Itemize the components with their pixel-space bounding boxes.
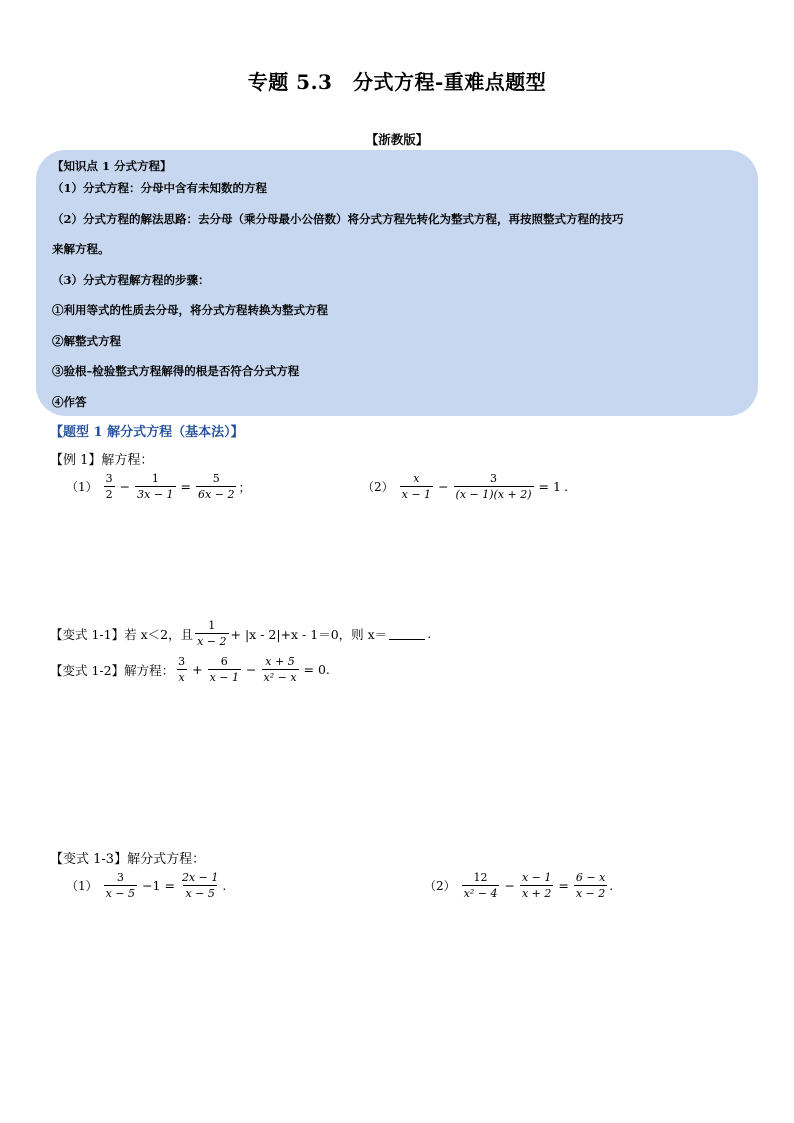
- problem-label: （2）: [362, 480, 394, 494]
- fraction: $\frac{5}{6x - 2}$: [198, 472, 235, 501]
- knowledge-line: ④作答: [52, 395, 87, 409]
- fraction: $\frac{12}{\text{x² − 4}}$: [463, 871, 498, 900]
- fraction: $\frac{x - 1}{x + 2}$: [521, 871, 552, 900]
- fraction: $\frac{x + 5}{\text{x² − x}}$: [263, 655, 297, 684]
- fraction: $\frac{6 - x}{x - 2}$: [575, 871, 606, 900]
- fraction: $\frac{2x - 1}{x - 5}$: [181, 871, 219, 900]
- problem-label: （2）: [424, 879, 456, 893]
- fraction: $\frac{3}{2}$: [105, 472, 113, 501]
- example-intro: 【例 1】解方程：: [50, 453, 154, 468]
- fraction: $\frac{6}{x - 1}$: [209, 655, 240, 684]
- fraction: $\frac{3}{x}$: [178, 655, 186, 684]
- variant13-equation-1: （1） $\frac{3}{x - 5}$ −1 = $\frac{2x - 1}{x - 5}$ .: [66, 871, 227, 900]
- fraction: $\frac{1}{x - 2}$: [197, 619, 227, 648]
- fraction: $\frac{3}{(x - 1)(x + 2)}$: [455, 472, 532, 501]
- edition-label: 【浙教版】: [365, 132, 429, 147]
- knowledge-line: ③验根–检验整式方程解得的根是否符合分式方程: [52, 364, 300, 378]
- example1-equation-1: （1） $\frac{3}{2}$ − $\frac{1}{3x - 1}$ = $\frac{5}{6x - 2}$ ；: [66, 472, 251, 501]
- variant-1-2: 【变式 1-2】解方程： $\frac{3}{x}$ + $\frac{6}{x - 1}$ − $\frac{x + 5}{\text{x² − x}}$ = 0.: [50, 655, 330, 684]
- knowledge-line: （2）分式方程的解法思路：去分母（乘分母最小公倍数）将分式方程先转化为整式方程，再按照整式方程的技巧: [52, 212, 624, 226]
- example1-equation-2: （2） $\frac{x}{x - 1}$ − $\frac{3}{(x - 1)(x + 2)}$ = 1 .: [362, 472, 568, 501]
- section-heading: 【题型 1 解分式方程（基本法）】: [50, 425, 244, 440]
- fraction: $\frac{1}{3x - 1}$: [137, 472, 174, 501]
- variant-1-3-intro: 【变式 1-3】解分式方程：: [50, 852, 206, 867]
- page-title: 专题 5.3 分式方程-重难点题型: [247, 70, 547, 94]
- fraction: $\frac{x}{x - 1}$: [401, 472, 432, 501]
- knowledge-heading: 【知识点 1 分式方程】: [52, 159, 172, 173]
- problem-label: （1）: [66, 879, 98, 893]
- variant13-equation-2: （2） $\frac{12}{\text{x² − 4}}$ − $\frac{x - 1}{x + 2}$ = $\frac{6 - x}{x - 2}$ .: [424, 871, 614, 900]
- knowledge-line: （1）分式方程：分母中含有未知数的方程: [52, 181, 267, 195]
- knowledge-line: ②解整式方程: [52, 334, 121, 348]
- problem-label: （1）: [66, 480, 98, 494]
- knowledge-line: ①利用等式的性质去分母，将分式方程转换为整式方程: [52, 303, 328, 317]
- variant-1-1: 【变式 1-1】若 x＜2，且 $\frac{1}{x - 2}$ + |x - 2|+x - 1＝0，则 x＝ .: [50, 619, 432, 648]
- answer-blank[interactable]: [389, 627, 425, 640]
- fraction: $\frac{3}{x - 5}$: [105, 871, 136, 900]
- knowledge-line: （3）分式方程解方程的步骤：: [52, 273, 210, 287]
- knowledge-line: 来解方程。: [52, 242, 110, 256]
